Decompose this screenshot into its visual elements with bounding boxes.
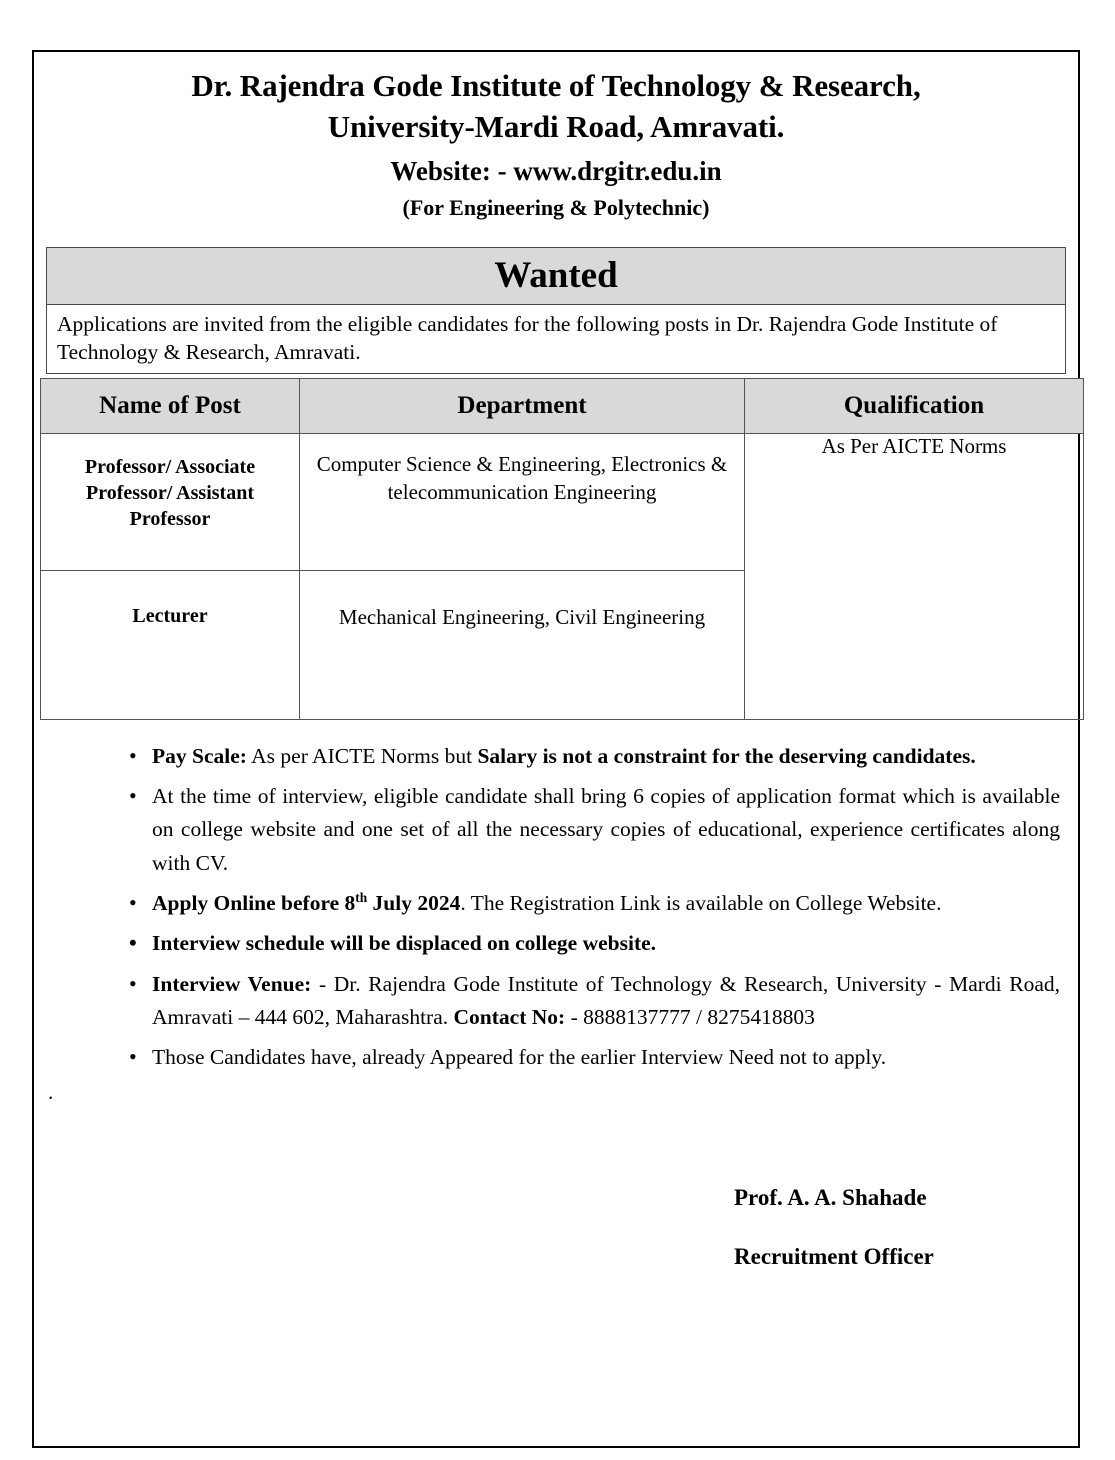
- list-item: [84, 887, 1060, 920]
- intro-paragraph-text: Applications are invited from the eligible candidates for the following posts in Dr. Rajendra Gode Institute of Technology & Research, Amravati.: [57, 311, 998, 365]
- list-item: [84, 780, 1060, 880]
- institute-scope-line: (For Engineering & Polytechnic): [402, 195, 710, 221]
- interview-copies-text: At the time of interview, eligible candidate shall bring 6 copies of application format which is available on college website and one set of all the necessary copies of educational, experience certificates along with CV.: [152, 784, 1060, 875]
- cell-post-lecturer: Lecturer: [41, 570, 300, 719]
- posts-table: [40, 378, 1084, 720]
- apply-online-text-part-1: Apply Online before 8: [152, 890, 356, 915]
- list-item: [84, 740, 1060, 773]
- posts-table-head: [41, 378, 1084, 433]
- signature-block: [34, 1184, 1078, 1271]
- pay-scale-label: Pay Scale:: [152, 743, 247, 768]
- pay-scale-normal-text: As per AICTE Norms but: [246, 743, 478, 768]
- interview-venue-address: - Dr. Rajendra Gode Institute of Technology & Research, University - Mardi Road, Amravati – 444 602, Maharashtra.: [152, 971, 1061, 1029]
- stray-period-mark: .: [48, 1079, 54, 1104]
- table-row: [41, 433, 1084, 570]
- cell-department-lecturer: Mechanical Engineering, Civil Engineering: [300, 570, 745, 719]
- signatory-name: Prof. A. A. Shahade: [734, 1184, 927, 1210]
- posts-table-header-row: [41, 378, 1084, 433]
- already-appeared-text: Those Candidates have, already Appeared for the earlier Interview Need not to apply.: [152, 1045, 887, 1070]
- masthead: [34, 52, 1078, 234]
- list-item: [84, 1041, 1060, 1074]
- apply-online-text-part-2: July 2024: [367, 890, 461, 915]
- apply-online-ordinal-suffix: th: [355, 889, 368, 905]
- column-header-qualification: Qualification: [745, 378, 1084, 433]
- posts-table-container: [40, 378, 1064, 720]
- contact-no-label: Contact No:: [453, 1004, 566, 1029]
- interview-venue-label: Interview Venue:: [152, 971, 312, 996]
- posts-table-body: [41, 433, 1084, 719]
- contact-no-value: - 8888137777 / 8275418803: [565, 1004, 815, 1029]
- institute-name-line-1: Dr. Rajendra Gode Institute of Technology & Research,: [191, 68, 921, 103]
- apply-online-registration-text: . The Registration Link is available on College Website.: [460, 890, 942, 915]
- notes-list: [84, 740, 1060, 1075]
- pay-scale-emphasis-text: Salary is not a constraint for the deserving candidates.: [477, 743, 976, 768]
- cell-post-professor: Professor/ Associate Professor/ Assistant Professor: [41, 433, 300, 570]
- interview-schedule-text: Interview schedule will be displaced on college website.: [152, 931, 657, 956]
- institute-name-line-2: University-Mardi Road, Amravati.: [327, 108, 785, 144]
- column-header-department: Department: [300, 378, 745, 433]
- wanted-banner-label: Wanted: [494, 254, 618, 296]
- institute-website-line: Website: - www.drgitr.edu.in: [390, 155, 722, 186]
- column-header-name-of-post: Name of Post: [41, 378, 300, 433]
- intro-paragraph-band: [46, 305, 1066, 374]
- cell-qualification-merged: As Per AICTE Norms: [745, 433, 1084, 719]
- list-item: [84, 927, 1060, 960]
- signatory-role: Recruitment Officer: [734, 1244, 934, 1270]
- list-item: [84, 968, 1060, 1035]
- wanted-banner: [46, 247, 1066, 305]
- document-page-frame: [32, 50, 1080, 1448]
- cell-department-professor: Computer Science & Engineering, Electronics & telecommunication Engineering: [300, 433, 745, 570]
